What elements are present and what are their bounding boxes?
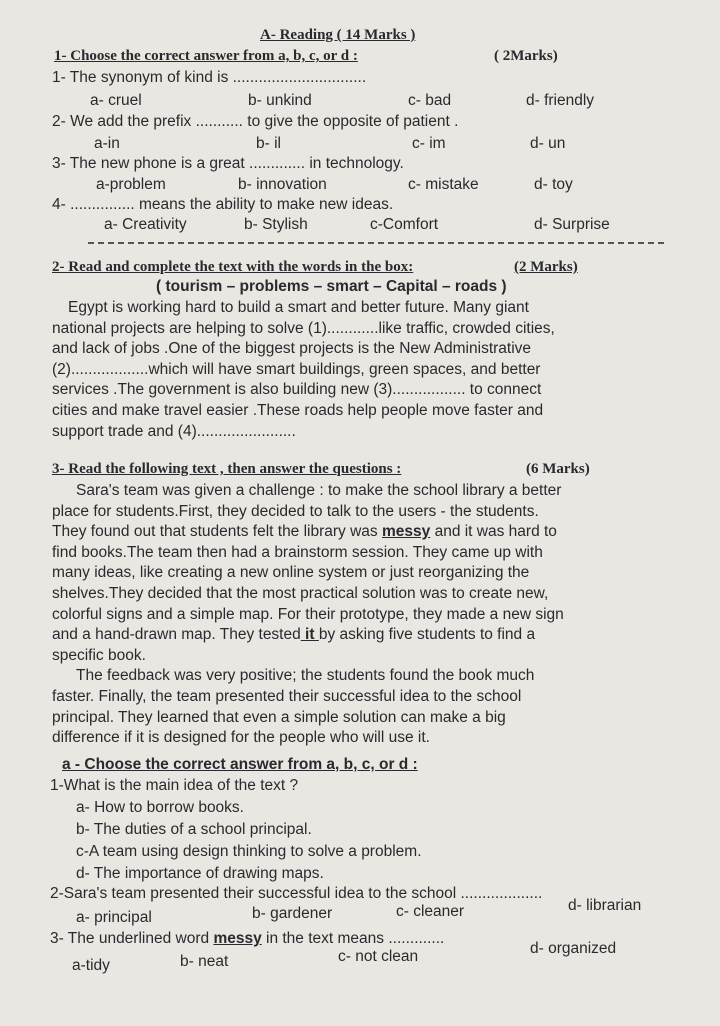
section-divider [88,242,664,244]
q2-line-3: and lack of jobs .One of the biggest projects is the New Administrative [52,340,532,358]
q3-line-7: colorful signs and a simple map. For their prototype, they made a new sign [52,605,564,623]
q3-q1-option-b: b- The duties of a school principal. [76,821,312,838]
underlined-word: it [300,626,319,644]
q3-q2-option-b: b- gardener [252,905,333,922]
q3-q2-option-c: c- cleaner [396,903,465,920]
q3-heading: 3- Read the following text , then answer the questions : [52,461,402,477]
q3-q1-option-a: a- How to borrow books. [76,799,244,816]
q3-q3-option-b: b- neat [180,953,229,970]
q3-line-3-text: They found out that students felt the library was messy and it was hard to [52,523,557,541]
q3-question-1: 1-What is the main idea of the text ? [50,777,299,794]
q3-question-2: 2-Sara's team presented their successful idea to the school ................... [50,885,543,902]
q3-q2-option-d: d- librarian [568,897,642,914]
q1-item-1-stem: 1- The synonym of kind is ............................... [52,69,367,86]
q1-item-1-option-a: a- cruel [90,92,142,109]
q1-item-3-option-d: d- toy [534,176,573,193]
q3-q3-option-d: d- organized [530,940,617,957]
q1-item-2-option-b: b- il [256,135,281,152]
q2-marks: (2 Marks) [514,259,578,275]
q1-item-4-option-c: c-Comfort [370,216,439,233]
q2-word-box: ( tourism – problems – smart – Capital – roads ) [156,278,507,295]
q3-line-10: The feedback was very positive; the students found the book much [76,667,535,685]
q1-item-2-stem: 2- We add the prefix ........... to give the opposite of patient . [52,113,459,130]
q1-item-1-option-b: b- unkind [248,92,312,109]
q1-item-2-option-a: a-in [94,135,120,152]
q2-heading: 2- Read and complete the text with the words in the box: [52,259,414,275]
q1-heading: 1- Choose the correct answer from a, b, c, or d : [54,48,358,64]
q1-item-4-stem: 4- ............... means the ability to make new ideas. [52,196,394,213]
q2-line-2: national projects are helping to solve (1)............like traffic, crowded cities, [52,319,555,337]
q3-line-9: specific book. [52,646,146,664]
section-title: A- Reading ( 14 Marks ) [260,27,416,43]
q1-item-4-option-d: d- Surprise [534,216,610,233]
q1-item-3-option-b: b- innovation [238,176,327,193]
q1-item-4-option-b: b- Stylish [244,216,308,233]
q2-passage [52,298,668,442]
q3-q2-option-a: a- principal [76,909,152,926]
q1-item-4-option-a: a- Creativity [104,216,187,233]
q3-line-3 [52,522,658,543]
q3-q1-option-c: c-A team using design thinking to solve a problem. [76,843,422,860]
q3-line-2: place for students.First, they decided to talk to the users - the students. [52,502,539,520]
q3-line-11: faster. Finally, the team presented their successful idea to the school [52,687,522,705]
q1-marks: ( 2Marks) [494,48,558,64]
q3-line-8 [52,625,658,646]
q3-q3-option-a: a-tidy [72,957,110,974]
q2-line-4: (2)..................which will have smart buildings, green spaces, and better [52,360,541,378]
q2-line-7: support trade and (4)....................... [52,422,296,440]
q3-line-4: find books.The team then had a brainstorm session. They came up with [52,543,543,561]
q3-q1-option-d: d- The importance of drawing maps. [76,865,324,882]
q3-line-5: many ideas, like creating a new online system or just reorganizing the [52,564,530,582]
q1-item-3-option-c: c- mistake [408,176,479,193]
q2-line-5: services .The government is also building new (3)................. to connect [52,381,542,399]
q3-line-1: Sara's team was given a challenge : to make the school library a better [76,482,562,499]
q2-line-1: Egypt is working hard to build a smart and better future. Many giant [68,299,529,316]
q1-item-1-option-c: c- bad [408,92,452,109]
q3-line-13: difference if it is designed for the people who will use it. [52,729,430,747]
q2-line-6: cities and make travel easier .These roads help people move faster and [52,401,544,419]
q1-item-3-stem: 3- The new phone is a great ............. in technology. [52,155,404,172]
q3-passage [52,481,658,749]
q3-question-3-text: 3- The underlined word messy in the text means ............. [50,930,445,947]
q3-line-6: shelves.They decided that the most practical solution was to create new, [52,584,549,602]
q3-marks: (6 Marks) [526,461,590,477]
q3-sub-heading: a - Choose the correct answer from a, b, c, or d : [62,756,418,773]
underlined-word: messy [382,523,431,541]
q3-line-12: principal. They learned that even a simple solution can make a big [52,708,506,726]
underlined-word: messy [213,930,262,947]
q3-question-3 [50,930,444,948]
q3-q3-option-c: c- not clean [338,948,419,965]
q1-item-1-option-d: d- friendly [526,92,595,109]
q1-item-2-option-c: c- im [412,135,446,152]
q1-item-3-option-a: a-problem [96,176,166,193]
q1-item-2-option-d: d- un [530,135,566,152]
q3-line-8-text: and a hand-drawn map. They tested it by asking five students to find a [52,626,536,644]
